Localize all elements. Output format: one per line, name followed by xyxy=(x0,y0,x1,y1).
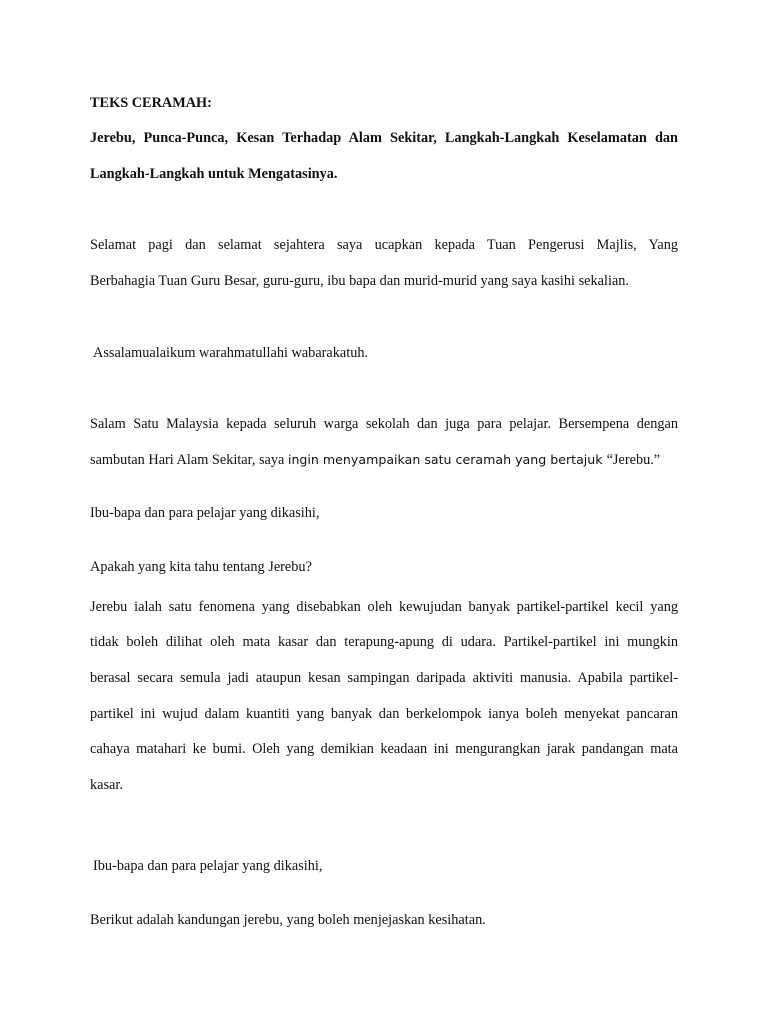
paragraph-line-2: tidak boleh dilihat oleh mata kasar dan terapung-apung di udara. Partikel-partikel ini mungkin xyxy=(90,634,678,650)
paragraph-line-5: cahaya matahari ke bumi. Oleh yang demikian keadaan ini mengurangkan jarak pandangan mata xyxy=(90,741,678,757)
paragraph-line-6: kasar. xyxy=(90,777,123,793)
document-page xyxy=(90,0,678,1024)
closing-line: Berikut adalah kandungan jerebu, yang boleh menjejaskan kesihatan. xyxy=(90,912,486,928)
intro-line-1: Salam Satu Malaysia kepada seluruh warga sekolah dan juga para pelajar. Bersempena dengan xyxy=(90,416,678,432)
greeting-line-1: Selamat pagi dan selamat sejahtera saya ucapkan kepada Tuan Pengerusi Majlis, Yang xyxy=(90,237,678,253)
paragraph-line-1: Jerebu ialah satu fenomena yang disebabkan oleh kewujudan banyak partikel-partikel kecil yang xyxy=(90,599,678,615)
document-title-line-1: Jerebu, Punca-Punca, Kesan Terhadap Alam Sekitar, Langkah-Langkah Keselamatan dan xyxy=(90,130,678,146)
intro-line-2-start: sambutan Hari Alam Sekitar, saya xyxy=(90,452,288,468)
intro-line-2-quote: “Jerebu.” xyxy=(606,452,661,468)
paragraph-line-3: berasal secara semula jadi ataupun kesan sampingan daripada aktiviti manusia. Apabila partikel- xyxy=(90,670,678,686)
document-title-line-2: Langkah-Langkah untuk Mengatasinya. xyxy=(90,166,338,182)
paragraph-line-4: partikel ini wujud dalam kuantiti yang banyak dan berkelompok ianya boleh menyekat pancaran xyxy=(90,706,678,722)
address-line-1: Ibu-bapa dan para pelajar yang dikasihi, xyxy=(90,505,320,521)
intro-line-2-sans: ingin menyampaikan satu ceramah yang bertajuk xyxy=(287,452,607,467)
question-line: Apakah yang kita tahu tentang Jerebu? xyxy=(90,559,312,575)
greeting-line-2: Berbahagia Tuan Guru Besar, guru-guru, ibu bapa dan murid-murid yang saya kasihi sekalian. xyxy=(90,273,630,289)
address-line-2: Ibu-bapa dan para pelajar yang dikasihi, xyxy=(93,858,323,874)
document-heading: TEKS CERAMAH: xyxy=(90,95,212,111)
salam-line: Assalamualaikum warahmatullahi wabarakatuh. xyxy=(93,345,369,361)
intro-line-2 xyxy=(90,450,678,470)
